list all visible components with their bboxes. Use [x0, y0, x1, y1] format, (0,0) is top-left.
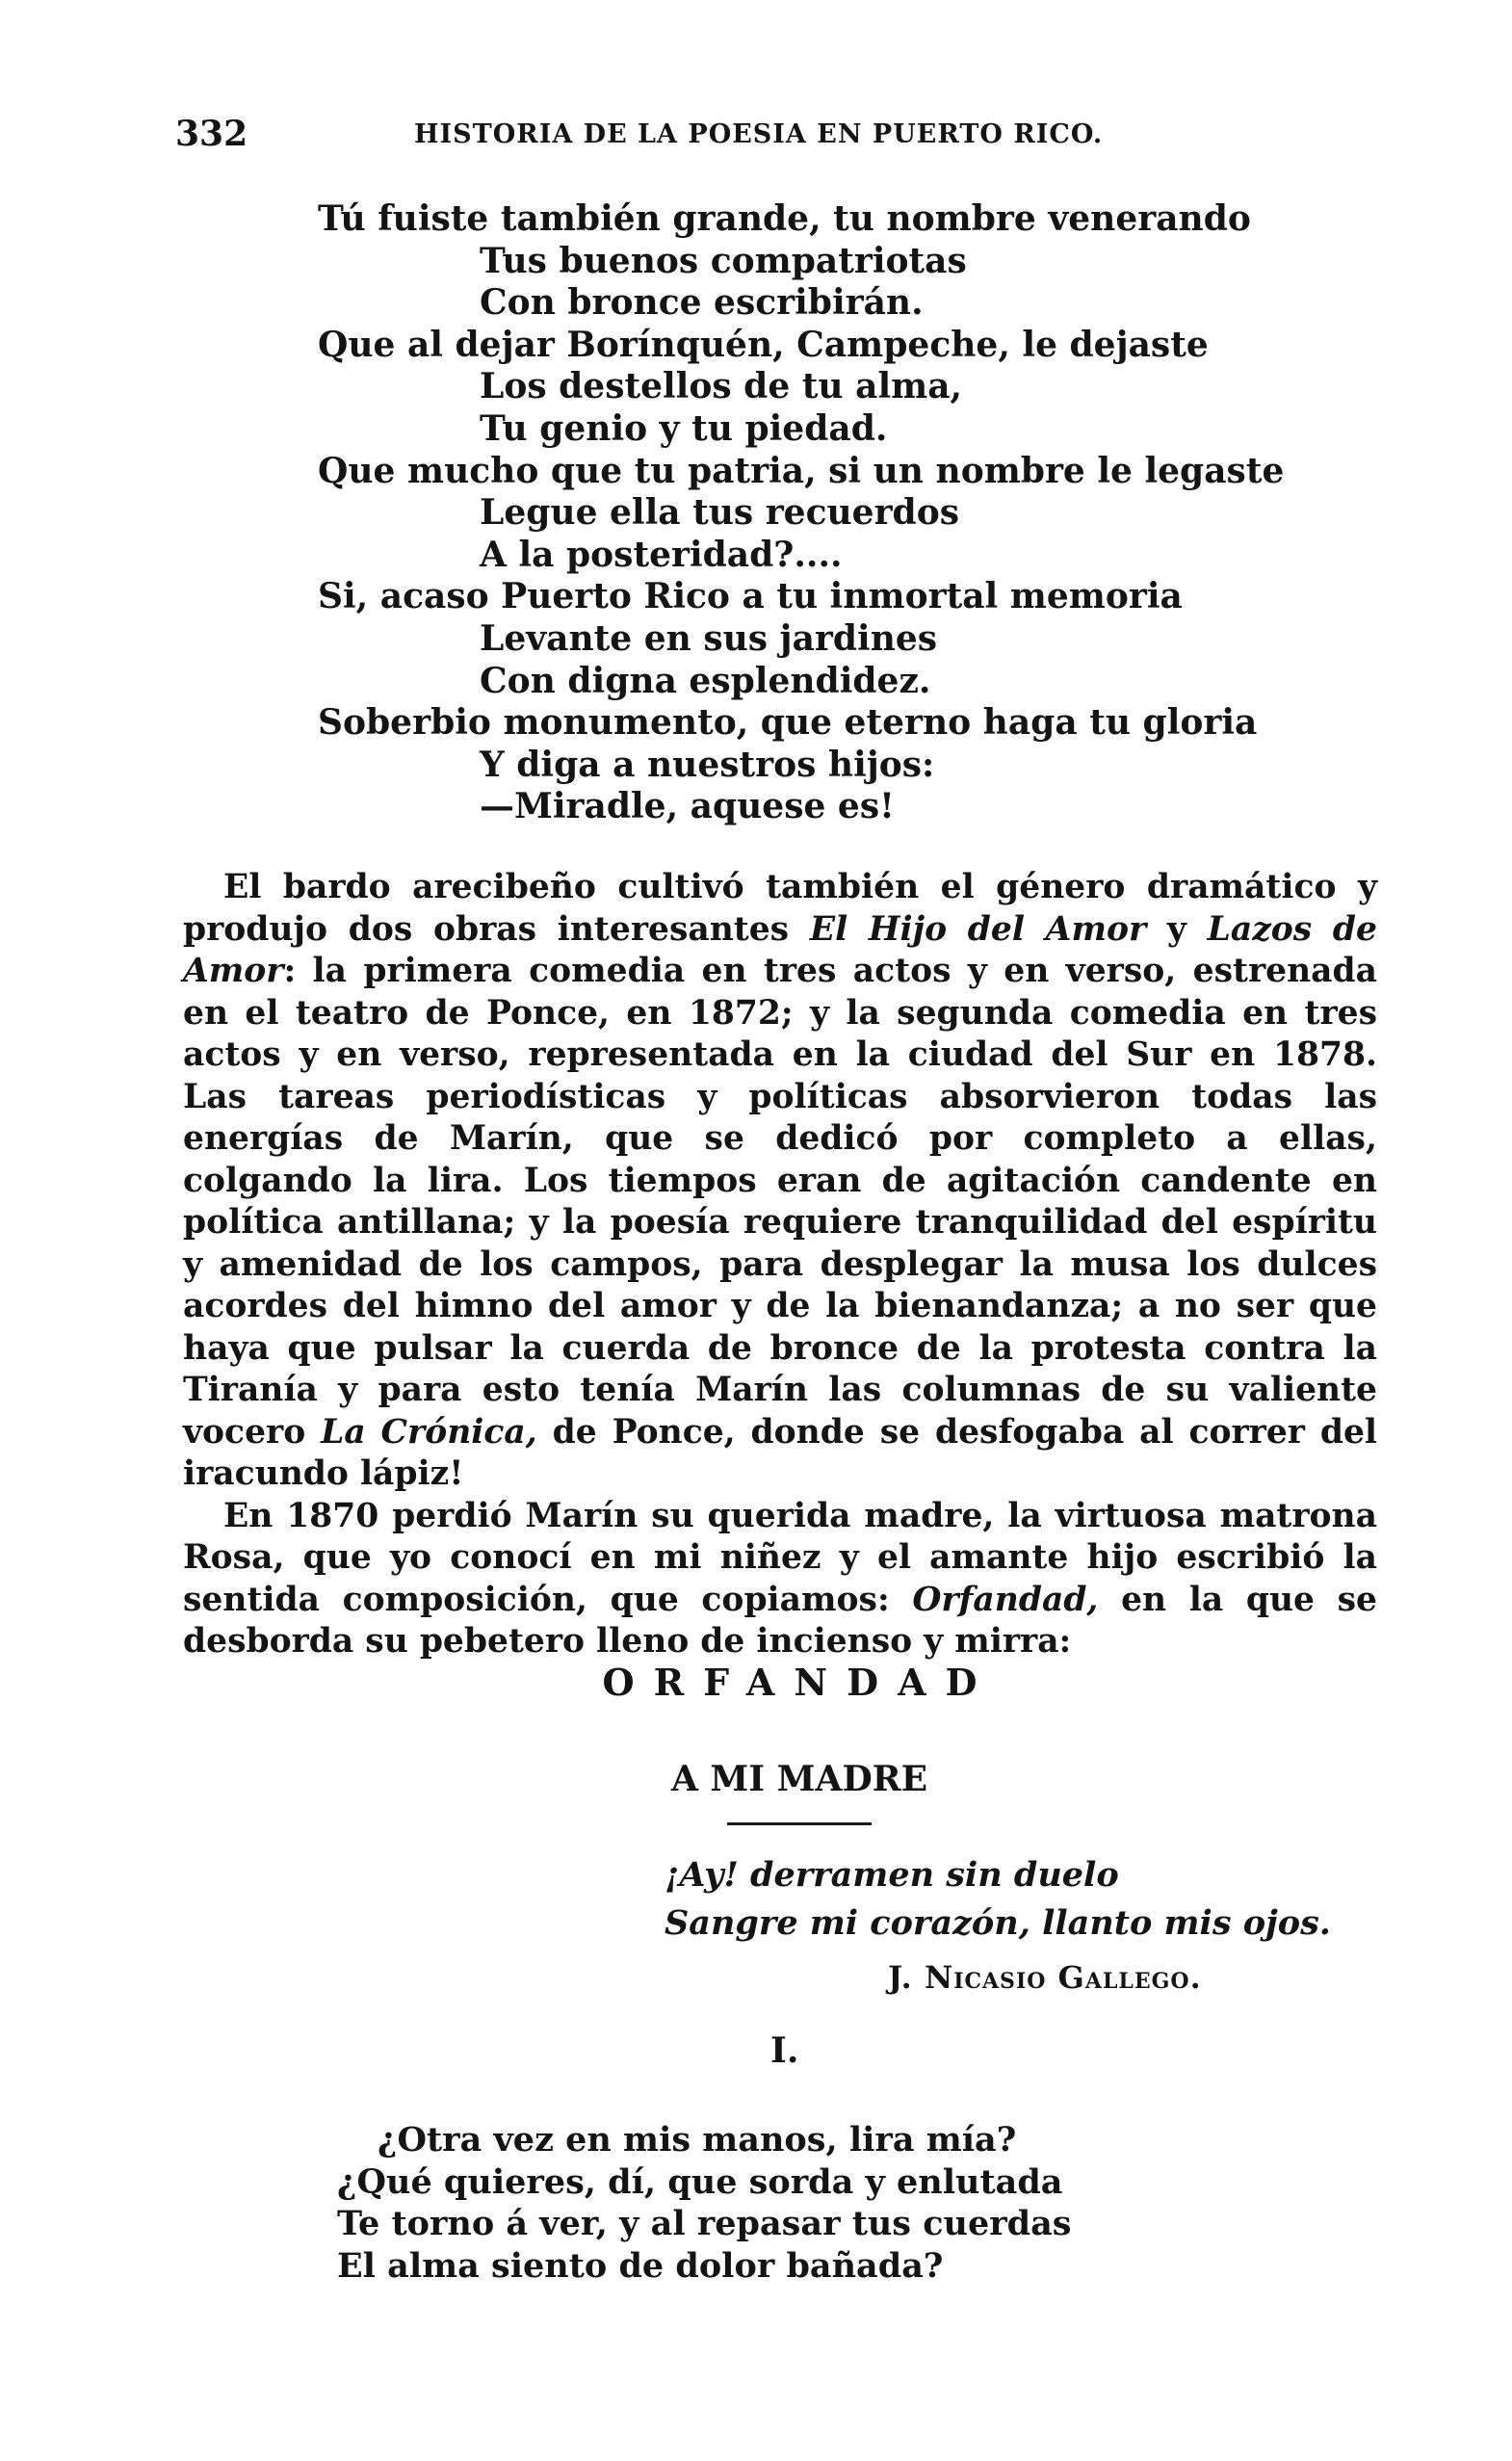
- paragraph-text: : la primera comedia en tres actos y en verso, estrenada en el teatro de Ponce, en 1872; y la segunda comedia en tres actos y en verso, representada en la ciudad del Sur en 1878. Las tareas periodísticas y políticas absorvieron todas las energías de Marín, que se dedicó por completo a ellas, colgando la lira. Los tiempos eran de agitación candente en política antillana; y la poesía requiere tranquilidad del espíritu y amenidad de los campos, para desplegar la musa los dulces acordes del himno del amor y de la bienandanza; a no ser que haya que pulsar la cuerda de bronce de la protesta contra la Tiranía y para esto tenía Marín las columnas de su valiente vocero: [183, 952, 1377, 1452]
- verse-line: Que al dejar Borínquén, Campeche, le dejaste: [318, 324, 1209, 365]
- verse-line: Soberbio monumento, que eterno haga tu gloria: [318, 702, 1258, 744]
- paragraph-text: en la que se desborda su pebetero lleno de incienso y mirra:: [183, 1580, 1377, 1661]
- poem-orfandad-stanza: [337, 2119, 1396, 2287]
- epigraph-line: Sangre mi corazón, llanto mis ojos.: [665, 1903, 1331, 1943]
- paragraph-text: y: [1146, 909, 1208, 949]
- verse-line: ¿Otra vez en mis manos, lira mía?: [378, 2120, 1017, 2160]
- poem-stanza: [318, 198, 1425, 828]
- verse-line: Y diga a nuestros hijos:: [480, 744, 935, 785]
- verse-line: Tu genio y tu piedad.: [480, 407, 888, 449]
- paragraph-text: de Ponce, donde se desfogaba al correr del iracundo lápiz!: [183, 1412, 1377, 1493]
- verse-line: Con digna esplendidez.: [480, 660, 931, 701]
- verse-line: ¿Qué quieres, dí, que sorda y enlutada: [337, 2161, 1063, 2202]
- page-number: 332: [175, 114, 248, 154]
- verse-line: Los destellos de tu alma,: [480, 366, 963, 407]
- verse-line: Tus buenos compatriotas: [480, 240, 967, 281]
- verse-line: Levante en sus jardines: [480, 617, 938, 659]
- work-title-lazos-de-amor: Lazos de Amor: [183, 909, 1377, 990]
- epigraph-line: ¡Ay! derramen sin duelo: [665, 1855, 1119, 1895]
- verse-line: A la posteridad?....: [480, 534, 843, 575]
- poem-title-orfandad-inline: Orfandad,: [912, 1580, 1099, 1619]
- section-number: I.: [770, 2030, 799, 2071]
- paragraph-text: El bardo arecibeño cultivó también el género dramático y produjo dos obras interesantes: [183, 868, 1377, 949]
- verse-line: Si, acaso Puerto Rico a tu inmortal memoria: [318, 576, 1183, 617]
- work-title-el-hijo-del-amor: El Hijo del Amor: [809, 909, 1147, 949]
- verse-line: Que mucho que tu patria, si un nombre le legaste: [318, 450, 1285, 491]
- paragraph-dramatic-works: [183, 867, 1377, 1496]
- running-title: HISTORIA DE LA POESIA EN PUERTO RICO.: [414, 119, 1104, 149]
- verse-line: Con bronce escribirán.: [480, 282, 924, 324]
- verse-line: Legue ella tus recuerdos: [480, 492, 960, 534]
- newspaper-title-la-cronica: La Crónica,: [321, 1412, 537, 1452]
- verse-line: Te torno á ver, y al repasar tus cuerdas: [337, 2204, 1072, 2244]
- title-rule-divider: [727, 1822, 872, 1825]
- verse-line: El alma siento de dolor bañada?: [337, 2245, 944, 2286]
- poem-dedication: A MI MADRE: [670, 1759, 928, 1799]
- running-head: [0, 114, 1512, 160]
- poem-title: ORFANDAD: [602, 1661, 997, 1704]
- paragraph-text: En 1870 perdió Marín su querida madre, la virtuosa matrona Rosa, que yo conocí en mi niñez y el amante hijo escribió la sentida composición, que copiamos:: [183, 1496, 1377, 1619]
- epigraph-author: J. Nicasio Gallego.: [888, 1959, 1202, 1996]
- epigraph: [665, 1851, 1331, 1948]
- verse-line: —Miradle, aquese es!: [480, 786, 895, 827]
- paragraph-mother: [183, 1496, 1377, 1663]
- prose-body: [183, 867, 1377, 1663]
- verse-line: Tú fuiste también grande, tu nombre venerando: [318, 198, 1251, 239]
